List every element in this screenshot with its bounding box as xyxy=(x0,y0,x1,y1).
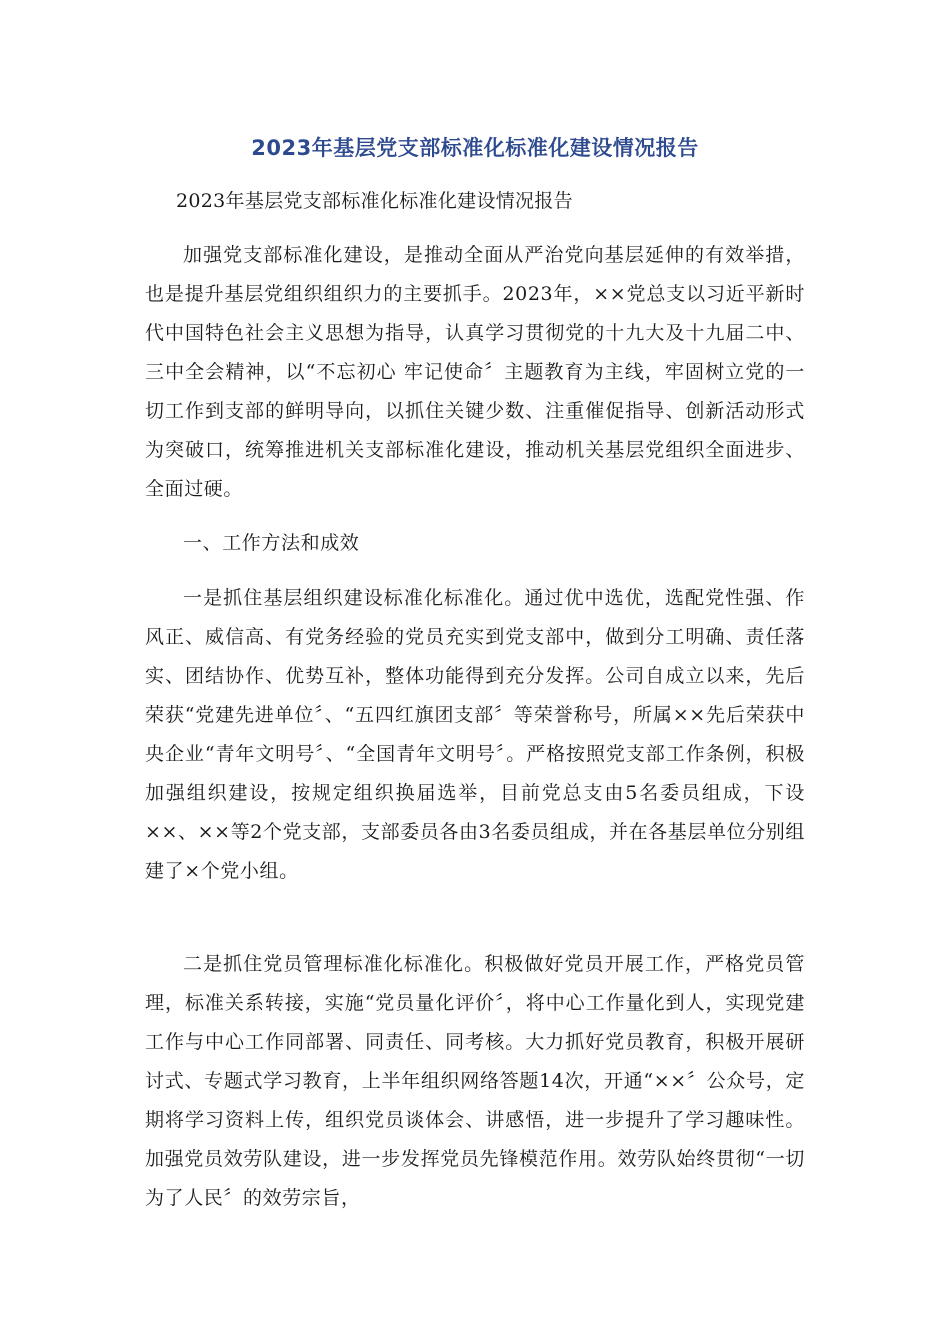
paragraph-intro: 加强党支部标准化建设，是推动全面从严治党向基层延伸的有效举措，也是提升基层党组织组织力的主要抓手。2023年，××党总支以习近平新时代中国特色社会主义思想为指导，认真学习贯彻党的十九大及十九届二中、三中全会精神，以“不忘初心 牢记使命〞主题教育为主线，牢固树立党的一切工作到支部的鲜明导向，以抓住关键少数、注重催促指导、创新活动形式为突破口，统筹推进机关支部标准化建设，推动机关基层党组织全面进步、全面过硬。 xyxy=(145,244,805,500)
document-title: 2023年基层党支部标准化标准化建设情况报告 xyxy=(251,136,699,160)
section-heading: 一、工作方法和成效 xyxy=(183,532,360,554)
paragraph-organization: 一是抓住基层组织建设标准化标准化。通过优中选优，选配党性强、作风正、威信高、有党务经验的党员充实到党支部中，做到分工明确、责任落实、团结协作、优势互补，整体功能得到充分发挥。公司自成立以来，先后荣获“党建先进单位〞、“五四红旗团支部〞等荣誉称号，所属××先后荣获中央企业“青年文明号〞、“全国青年文明号〞。严格按照党支部工作条例，积极加强组织建设，按规定组织换届选举，目前党总支由5名委员组成，下设××、××等2个党支部，支部委员各由3名委员组成，并在各基层单位分别组建了×个党小组。 xyxy=(145,587,805,882)
paragraph-member-management: 二是抓住党员管理标准化标准化。积极做好党员开展工作，严格党员管理，标准关系转接，实施“党员量化评价〞，将中心工作量化到人，实现党建工作与中心工作同部署、同责任、同考核。大力抓好党员教育，积极开展研讨式、专题式学习教育，上半年组织网络答题14次，开通“××〞公众号，定期将学习资料上传，组织党员谈体会、讲感悟，进一步提升了学习趣味性。加强党员效劳队建设，进一步发挥党员先锋模范作用。效劳队始终贯彻“一切为了人民〞的效劳宗旨， xyxy=(145,953,805,1209)
document-subtitle: 2023年基层党支部标准化标准化建设情况报告 xyxy=(176,190,573,212)
